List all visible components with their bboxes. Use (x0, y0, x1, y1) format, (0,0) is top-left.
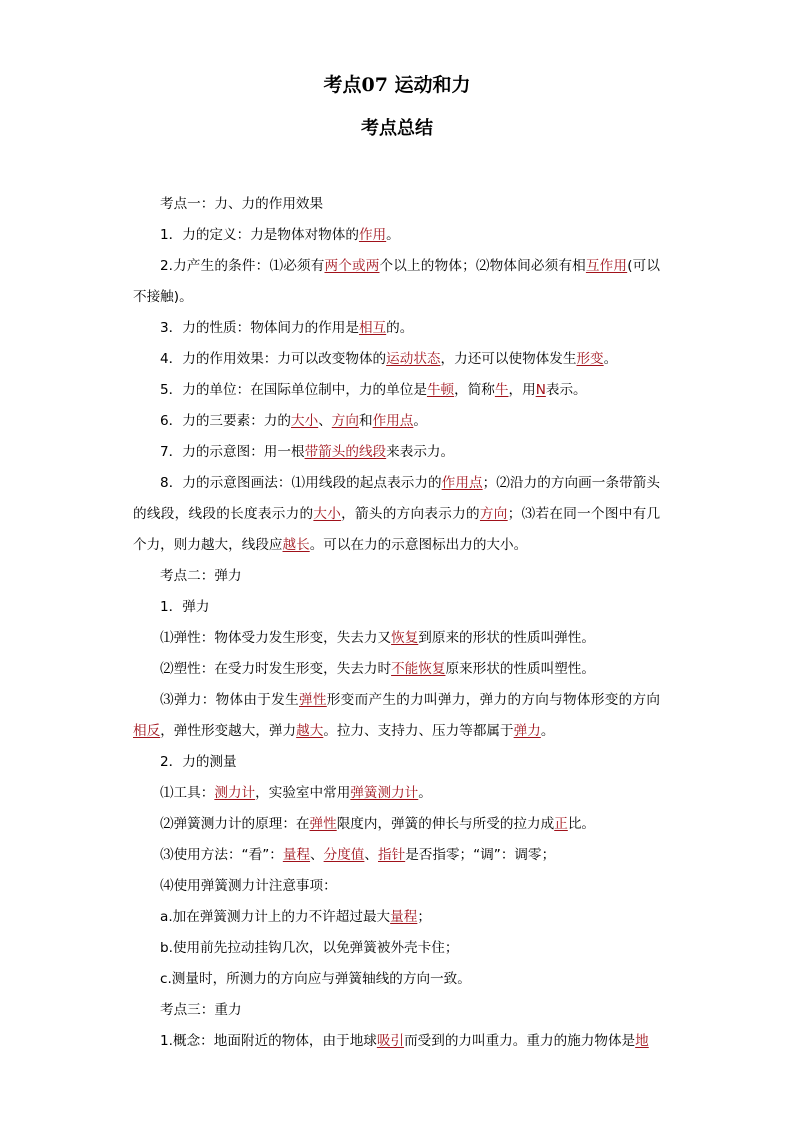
text-segment: 2.力产生的条件：⑴必须有 (160, 258, 325, 274)
text-segment: 1．弹力 (160, 599, 210, 615)
paragraph (133, 964, 660, 995)
text-segment: 的。 (386, 320, 414, 336)
paragraph (133, 902, 660, 933)
text-segment: 比。 (567, 816, 595, 832)
text-segment: 考点一：力、力的作用效果 (160, 196, 324, 212)
underlined-answer: 带箭头的线段 (304, 444, 387, 460)
text-segment: 、 (310, 847, 324, 863)
paragraph (133, 778, 660, 809)
text-segment: 原来形状的性质叫塑性。 (445, 661, 595, 677)
text-segment: 5．力的单位：在国际单位制中，力的单位是 (160, 382, 427, 398)
text-segment: 8．力的示意图画法：⑴用线段的起点表示力的 (160, 475, 442, 491)
text-segment: 限度内，弹簧的伸长与所受的拉力成 (336, 816, 555, 832)
underlined-answer: 大小 (313, 506, 342, 522)
underlined-answer: 弹力 (513, 723, 541, 739)
underlined-answer: 作用点 (441, 475, 483, 491)
underlined-answer: 指针 (378, 847, 406, 863)
text-segment: ，简称 (454, 382, 495, 398)
paragraph (133, 685, 660, 747)
text-segment: 表示。 (545, 382, 587, 398)
underlined-answer: 两个或两 (324, 258, 380, 274)
text-segment: 、 (318, 413, 332, 429)
underlined-answer: 大小 (291, 413, 319, 429)
paragraph (133, 871, 660, 902)
underlined-answer: 相反 (133, 723, 161, 739)
text-segment: ⑶弹力：物体由于发生 (160, 692, 299, 708)
underlined-answer: 作用 (358, 227, 387, 243)
underlined-answer: 弹性 (298, 692, 327, 708)
underlined-answer: 恢复 (391, 630, 419, 646)
document-body (133, 189, 660, 1057)
paragraph (133, 1026, 660, 1057)
text-segment: 。可以在力的示意图标出力的大小。 (309, 537, 528, 553)
underlined-answer: 量程 (390, 909, 418, 925)
underlined-answer: 吸引 (376, 1033, 405, 1049)
paragraph (133, 375, 660, 406)
text-segment: 个以上的物体；⑵物体间必须有相 (379, 258, 586, 274)
underlined-answer: 形变 (576, 351, 604, 367)
text-segment: 考点二：弹力 (160, 568, 242, 584)
text-segment: ⑶使用方法：“看”： (160, 847, 283, 863)
underlined-answer: 正 (554, 816, 568, 832)
paragraph (133, 747, 660, 778)
underlined-answer: 牛 (494, 382, 509, 398)
text-segment: 2．力的测量 (160, 754, 237, 770)
text-segment: ⑵弹簧测力计的原理：在 (160, 816, 310, 832)
text-segment: ； (417, 909, 431, 925)
text-segment: 。 (603, 351, 618, 367)
text-segment: 是否指零；“调”：调零； (405, 847, 556, 863)
text-segment: c.测量时，所测力的方向应与弹簧轴线的方向一致。 (160, 971, 471, 987)
paragraph (133, 468, 660, 561)
underlined-answer: 量程 (282, 847, 311, 863)
paragraph (133, 592, 660, 623)
text-segment: 、 (364, 847, 378, 863)
underlined-answer: 越长 (282, 537, 310, 553)
underlined-answer: N (535, 382, 546, 398)
paragraph (133, 933, 660, 964)
text-segment: 考点三：重力 (160, 1002, 242, 1018)
text-segment: 1.概念：地面附近的物体，由于地球 (160, 1033, 377, 1049)
text-segment: 。拉力、支持力、压力等都属于 (323, 723, 514, 739)
underlined-answer: 分度值 (323, 847, 365, 863)
text-segment: 来表示力。 (386, 444, 455, 460)
paragraph (133, 313, 660, 344)
page-title: 考点07 运动和力 (323, 74, 471, 96)
paragraph (133, 561, 660, 592)
underlined-answer: 互作用 (585, 258, 628, 274)
text-segment: ，弹性形变越大，弹力 (160, 723, 297, 739)
text-segment: 。 (418, 785, 432, 801)
text-segment: 和 (358, 413, 373, 429)
paragraph (133, 189, 660, 220)
paragraph (133, 251, 660, 313)
underlined-answer: 方向 (479, 506, 508, 522)
text-segment: 到原来的形状的性质叫弹性。 (418, 630, 595, 646)
underlined-answer: 作用点 (372, 413, 414, 429)
paragraph (133, 220, 660, 251)
paragraph (133, 437, 660, 468)
text-segment: (可以不接触)。 (133, 258, 661, 305)
underlined-answer: 牛顿 (426, 382, 455, 398)
text-segment: a.加在弹簧测力计上的力不许超过最大 (160, 909, 391, 925)
text-segment: ⑷使用弹簧测力计注意事项： (160, 878, 337, 894)
text-segment: ，实验室中常用 (255, 785, 351, 801)
underlined-answer: 不能恢复 (391, 661, 446, 677)
paragraph (133, 809, 660, 840)
text-segment: ；⑵沿力的方向画一条带箭头的线段，线段的长度表示力的 (133, 475, 660, 522)
text-segment: 。 (386, 227, 400, 243)
underlined-answer: 地 (635, 1033, 649, 1049)
paragraph (133, 995, 660, 1026)
underlined-answer: 相互 (358, 320, 387, 336)
page-subtitle: 考点总结 (361, 118, 433, 139)
text-segment: ，箭头的方向表示力的 (341, 506, 480, 522)
text-segment: b.使用前先拉动挂钩几次，以免弹簧被外壳卡住； (160, 940, 459, 956)
text-segment: ⑵塑性：在受力时发生形变，失去力时 (160, 661, 392, 677)
text-segment: 1．力的定义：力是物体对物体的 (160, 227, 359, 243)
underlined-answer: 测力计 (214, 785, 256, 801)
text-segment: 6．力的三要素：力的 (160, 413, 291, 429)
text-segment: ，用 (508, 382, 536, 398)
paragraph (133, 840, 660, 871)
underlined-answer: 越大 (296, 723, 324, 739)
underlined-answer: 运动状态 (386, 351, 441, 367)
text-segment: ；⑶若在同一个图中有几个力，则力越大，线段应 (133, 506, 661, 553)
paragraph (133, 623, 660, 654)
text-segment: 7．力的示意图：用一根 (160, 444, 305, 460)
paragraph (133, 406, 660, 437)
text-segment: 。 (413, 413, 427, 429)
text-segment: ⑴弹性：物体受力发生形变，失去力又 (160, 630, 392, 646)
text-segment: ，力还可以使物体发生 (440, 351, 577, 367)
text-segment: 4．力的作用效果：力可以改变物体的 (160, 351, 387, 367)
text-segment: 3．力的性质：物体间力的作用是 (160, 320, 359, 336)
text-segment: 形变而产生的力叫弹力，弹力的方向与物体形变的方向 (326, 692, 661, 708)
underlined-answer: 弹性 (309, 816, 337, 832)
text-segment: 。 (540, 723, 555, 739)
paragraph (133, 654, 660, 685)
underlined-answer: 弹簧测力计 (350, 785, 419, 801)
paragraph (133, 344, 660, 375)
text-segment: 而受到的力叫重力。重力的施力物体是 (404, 1033, 636, 1049)
text-segment: ⑴工具： (160, 785, 215, 801)
underlined-answer: 方向 (331, 413, 359, 429)
